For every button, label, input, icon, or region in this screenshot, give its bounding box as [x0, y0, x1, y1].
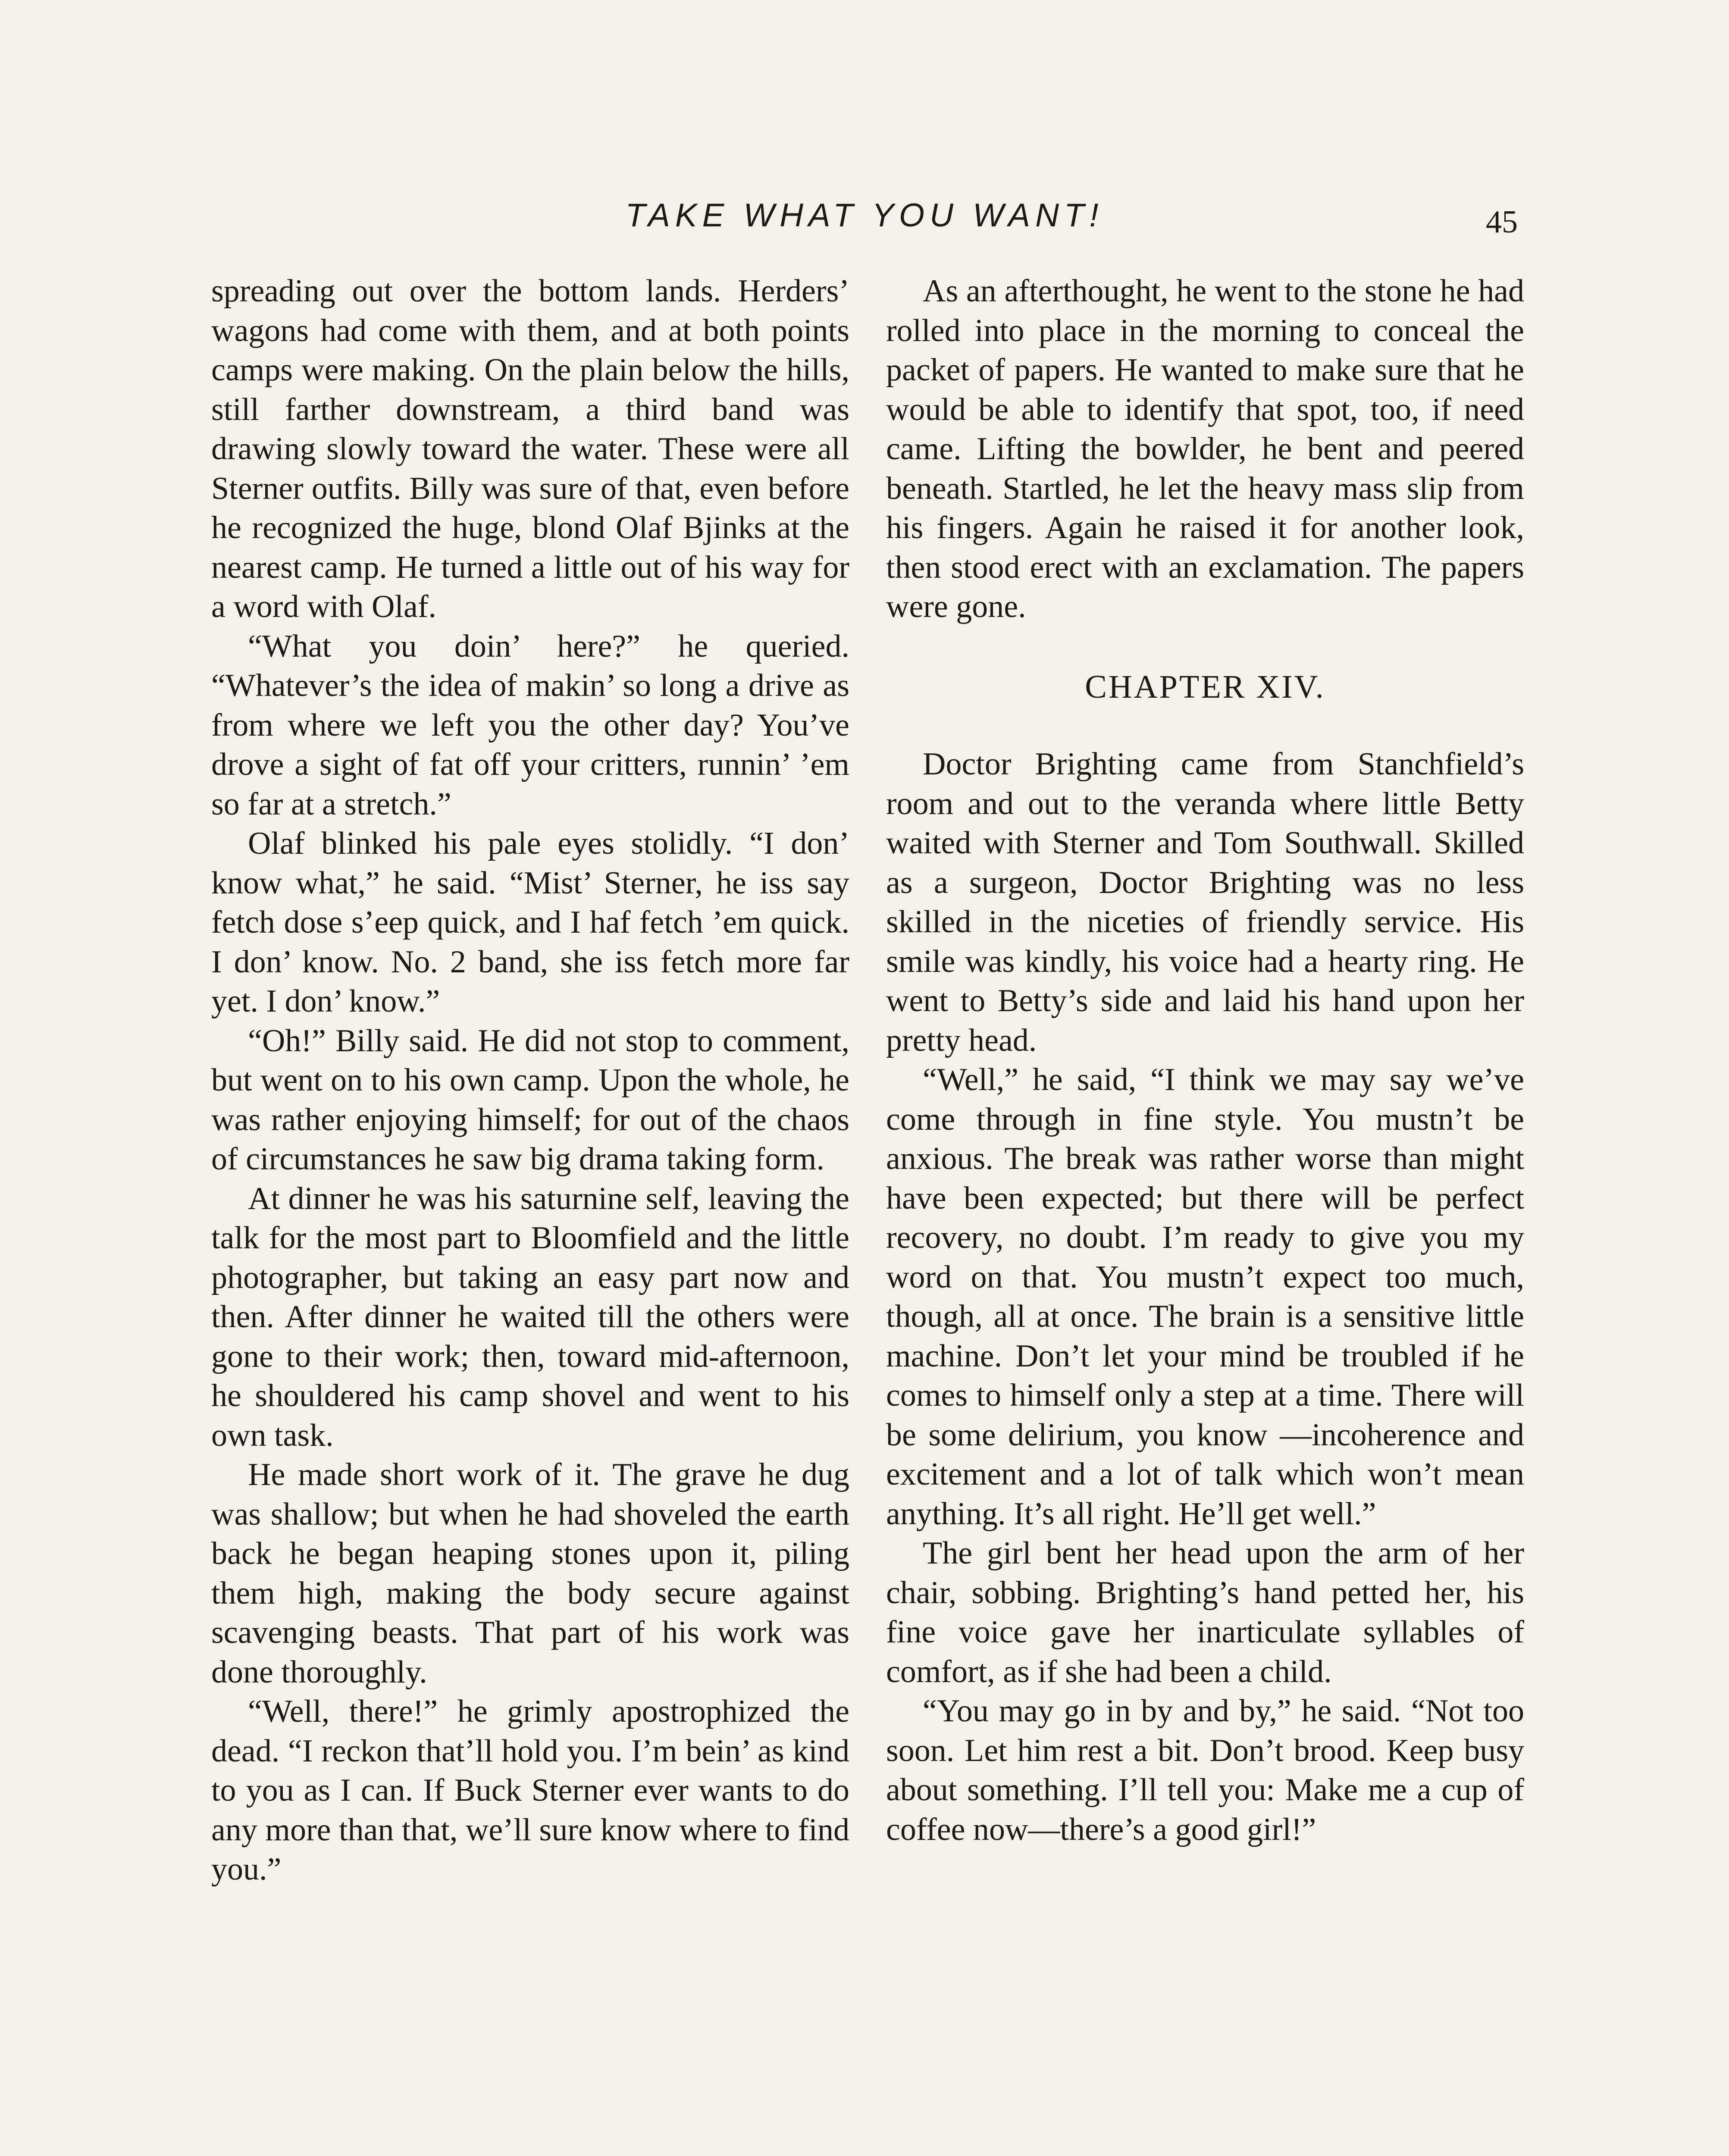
paragraph: The girl bent her head upon the arm of her chair, sobbing. Brighting’s hand petted her, his fine voice gave her inarticulate syllables of comfort, as if she had been a child.: [886, 1536, 1524, 1689]
chapter-heading: CHAPTER XIV.: [1085, 668, 1325, 705]
paragraph: At dinner he was his saturnine self, leaving the talk for the most part to Bloomfield and the little photographer, but taking an easy part now and then. After dinner he waited till the others were gone to their work; then, toward mid-afternoon, he shouldered his camp shovel and went to his own task.: [211, 1181, 849, 1453]
paragraph: As an afterthought, he went to the stone he had rolled into place in the morning to conceal the packet of papers. He wanted to make sure that he would be able to identify that spot, too, if need came. Lifting the bowlder, he bent and peered beneath. Startled, he let the heavy mass slip from his fingers. Again he raised it for another look, then stood erect with an exclamation. The papers were gone.: [886, 273, 1524, 624]
running-title: TAKE WHAT YOU WANT!: [625, 197, 1104, 234]
paragraph: “You may go in by and by,” he said. “Not too soon. Let him rest a bit. Don’t brood. Keep busy about something. I’ll tell you: Make me a cup of coffee now—there’s a good girl!”: [886, 1693, 1524, 1847]
paragraph: Doctor Brighting came from Stanchfield’s room and out to the veranda where little Betty waited with Sterner and Tom Southwall. Skilled as a surgeon, Doctor Brighting was no less skilled in the niceties of friendly service. His smile was kindly, his voice had a hearty ring. He went to Betty’s side and laid his hand upon her pretty head.: [886, 746, 1524, 1058]
left-column: [211, 272, 849, 1890]
paragraph: Olaf blinked his pale eyes stolidly. “I don’ know what,” he said. “Mist’ Sterner, he iss say fetch dose s’eep quick, and I haf fetch ’em quick. I don’ know. No. 2 band, she iss fetch more far yet. I don’ know.”: [211, 826, 849, 1019]
paragraph: “Well, there!” he grimly apostrophized the dead. “I reckon that’ll hold you. I’m bein’ as kind to you as I can. If Buck Sterner ever wants to do any more than that, we’ll sure know where to find you.”: [211, 1694, 849, 1887]
paragraph: “Well,” he said, “I think we may say we’ve come through in fine style. You mustn’t be anxious. The break was rather worse than might have been expected; but there will be perfect recovery, no doubt. I’m ready to give you my word on that. You mustn’t expect too much, though, all at once. The brain is a sensitive little machine. Don’t let your mind be troubled if he comes to himself only a step at a time. There will be some delirium, you know —incoherence and excitement and a lot of talk which won’t mean anything. It’s all right. He’ll get well.”: [886, 1062, 1524, 1532]
paragraph: “Oh!” Billy said. He did not stop to comment, but went on to his own camp. Upon the whole, he was rather enjoying himself; for out of the chaos of circumstances he saw big drama taking form.: [211, 1023, 849, 1177]
page-number: 45: [1486, 204, 1518, 240]
paragraph: “What you doin’ here?” he queried. “Whatever’s the idea of makin’ so long a drive as from where we left you the other day? You’ve drove a sight of fat off your critters, runnin’ ’em so far at a stretch.”: [211, 628, 849, 822]
right-column: [886, 272, 1524, 1849]
paragraph: He made short work of it. The grave he dug was shallow; but when he had shoveled the earth back he began heaping stones upon it, piling them high, making the body secure against scavenging beasts. That part of his work was done thoroughly.: [211, 1457, 849, 1690]
paragraph: spreading out over the bottom lands. Herders’ wagons had come with them, and at both points camps were making. On the plain below the hills, still farther downstream, a third band was drawing slowly toward the water. These were all Sterner outfits. Billy was sure of that, even before he recognized the huge, blond Olaf Bjinks at the nearest camp. He turned a little out of his way for a word with Olaf.: [211, 273, 849, 624]
